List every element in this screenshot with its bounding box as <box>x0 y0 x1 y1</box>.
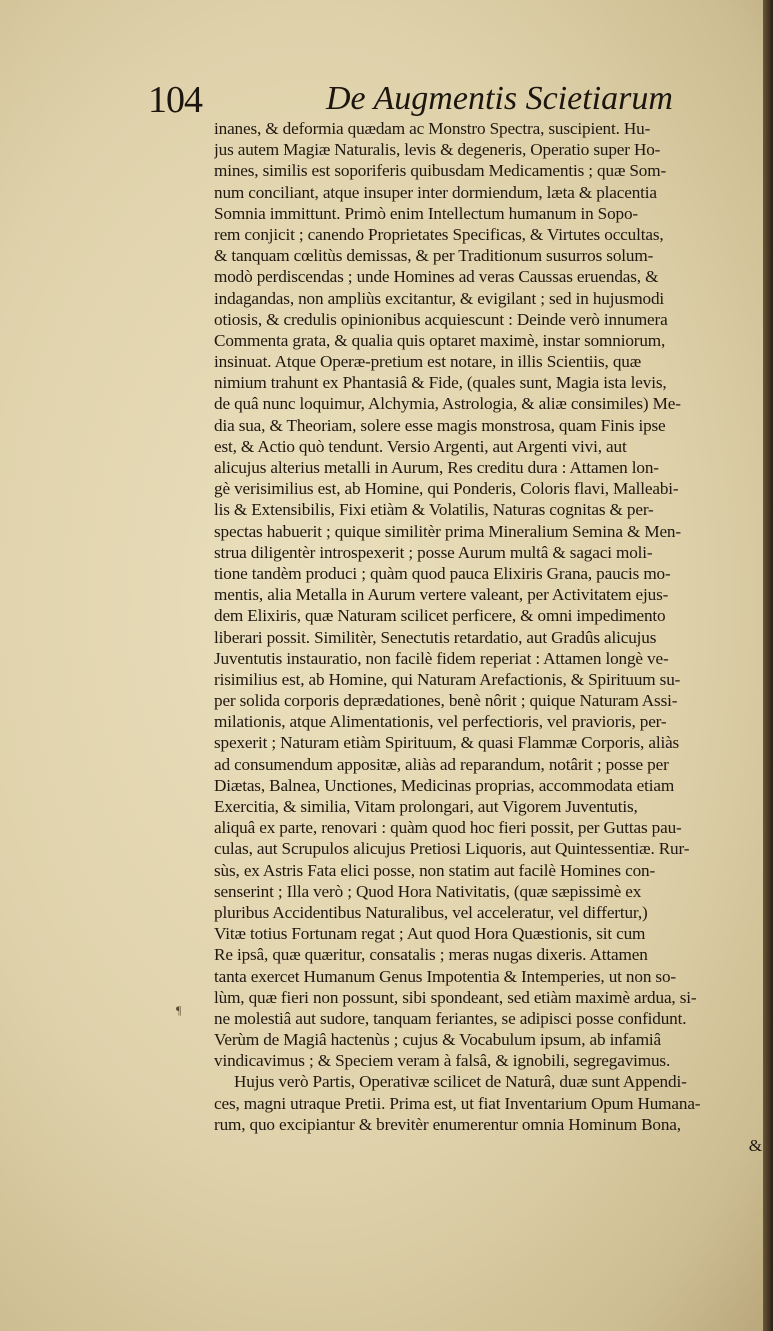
running-title: De Augmentis Scietiarum <box>326 80 673 117</box>
text-line: nimium trahunt ex Phantasiâ & Fide, (quales sunt, Magia ista levis, <box>214 373 667 393</box>
text-line: per solida corporis deprædationes, benè nôrit ; quique Naturam Assi- <box>214 691 678 711</box>
text-line: pluribus Accidentibus Naturalibus, vel acceleratur, vel differtur,) <box>214 902 648 922</box>
text-line: milationis, atque Alimentationis, vel perfectioris, vel pravioris, per- <box>214 712 667 732</box>
text-line: tione tandèm produci ; quàm quod pauca Elixiris Grana, paucis mo- <box>214 563 671 583</box>
body-text <box>214 118 762 1156</box>
text-line: insinuat. Atque Operæ-pretium est notare, in illis Scientiis, quæ <box>214 352 642 372</box>
text-line: est, & Actio quò tendunt. Versio Argenti, aut Argenti vivi, aut <box>214 436 627 456</box>
text-line: tanta exercet Humanum Genus Impotentia & Intemperies, ut non so- <box>214 966 676 986</box>
text-line: Re ipsâ, quæ quæritur, consatalis ; meras nugas dixeris. Attamen <box>214 945 648 965</box>
text-line: alicujus alterius metalli in Aurum, Res creditu dura : Attamen lon- <box>214 458 659 477</box>
text-line: strua diligentèr introspexerit ; posse Aurum multâ & sagaci moli- <box>214 542 653 562</box>
text-line: indagandas, non ampliùs excitantur, & evigilant ; sed in hujusmodi <box>214 288 665 308</box>
text-line: rum, quo excipiantur & brevitèr enumerentur omnia Hominum Bona, <box>214 1114 681 1134</box>
text-line: Somnia immittunt. Primò enim Intellectum humanum in Sopo- <box>214 203 638 223</box>
text-line: vindicavimus ; & Speciem veram à falsâ, & ignobili, segregavimus. <box>214 1051 671 1071</box>
text-line: modò perdiscendas ; unde Homines ad veras Caussas eruendas, & <box>214 267 659 287</box>
text-line: senserint ; Illa verò ; Quod Hora Nativitatis, (quæ sæpissimè ex <box>214 881 642 901</box>
text-line: aliquâ ex parte, renovari : quàm quod hoc fieri possit, per Guttas pau- <box>214 818 682 838</box>
page-edge <box>763 0 773 1331</box>
page-number: 104 <box>148 79 202 121</box>
text-line: ces, magni utraque Pretii. Prima est, ut fiat Inventarium Opum Humana- <box>214 1093 701 1113</box>
text-line: Diætas, Balnea, Unctiones, Medicinas proprias, accommodata etiam <box>214 775 675 795</box>
text-line: ne molestiâ aut sudore, tanquam feriantes, se adipisci posse confidunt. <box>214 1008 687 1028</box>
text-line: rem conjicit ; canendo Proprietates Specificas, & Virtutes occultas, <box>214 224 664 244</box>
text-line: mines, similis est soporiferis quibusdam Medicamentis ; quæ Som- <box>214 161 667 181</box>
text-line: culas, aut Scrupulos alicujus Pretiosi Liquoris, aut Quintessentiæ. Rur- <box>214 839 690 859</box>
text-line: sùs, ex Astris Fata elici posse, non statim aut facilè Homines con- <box>214 860 656 880</box>
catchword: & <box>748 1136 762 1155</box>
margin-mark: ¶ <box>176 1003 182 1017</box>
text-line: otiosis, & credulis opinionibus acquiescunt : Deinde verò innumera <box>214 309 668 329</box>
text-line: Commenta grata, & qualia quis optaret maximè, instar somniorum, <box>214 330 666 350</box>
text-line: & tanquam cœlitùs demissas, & per Traditionum susurros solum- <box>214 246 654 266</box>
text-line: spexerit ; Naturam etiàm Spirituum, & quasi Flammæ Corporis, aliàs <box>214 733 680 753</box>
text-line: Juventutis instauratio, non facilè fidem reperiat : Attamen longè ve- <box>214 648 669 668</box>
text-line: spectas habuerit ; quique similitèr prima Mineralium Semina & Men- <box>214 521 681 541</box>
paragraph-start-line: Hujus verò Partis, Operativæ scilicet de Naturâ, duæ sunt Appendi- <box>234 1072 687 1092</box>
text-line: dem Elixiris, quæ Naturam scilicet perficere, & omni impedimento <box>214 606 666 626</box>
text-line: dia sua, & Theoriam, solere esse magis monstrosa, quam Finis ipse <box>214 415 666 435</box>
text-line: Exercitia, & similia, Vitam prolongari, aut Vigorem Juventutis, <box>214 797 638 816</box>
text-line: gè verisimilius est, ab Homine, qui Ponderis, Coloris flavi, Malleabi- <box>214 479 679 499</box>
text-line: liberari possit. Similitèr, Senectutis retardatio, aut Gradûs alicujus <box>214 627 657 647</box>
text-line: lùm, quæ fieri non possunt, sibi spondeant, sed etiàm maximè ardua, si- <box>214 987 697 1007</box>
text-line: ad consumendum appositæ, aliàs ad reparandum, notârit ; posse per <box>214 754 669 774</box>
text-line: jus autem Magiæ Naturalis, levis & degeneris, Operatio super Ho- <box>214 140 661 160</box>
text-line: risimilius est, ab Homine, qui Naturam Arefactionis, & Spirituum su- <box>214 669 681 689</box>
text-line: Verùm de Magiâ hactenùs ; cujus & Vocabulum ipsum, ab infamiâ <box>214 1030 662 1050</box>
text-line: mentis, alia Metalla in Aurum vertere valeant, per Activitatem ejus- <box>214 585 669 605</box>
text-line: num conciliant, atque insuper inter dormiendum, læta & placentia <box>214 182 657 202</box>
text-line: lis & Extensibilis, Fixi etiàm & Volatilis, Naturas cognitas & per- <box>214 500 654 520</box>
text-line: Vitæ totius Fortunam regat ; Aut quod Hora Quæstionis, sit cum <box>214 924 646 944</box>
text-line: inanes, & deformia quædam ac Monstro Spectra, suscipient. Hu- <box>214 119 651 138</box>
text-line: de quâ nunc loquimur, Alchymia, Astrologia, & aliæ consimiles) Me- <box>214 394 681 414</box>
